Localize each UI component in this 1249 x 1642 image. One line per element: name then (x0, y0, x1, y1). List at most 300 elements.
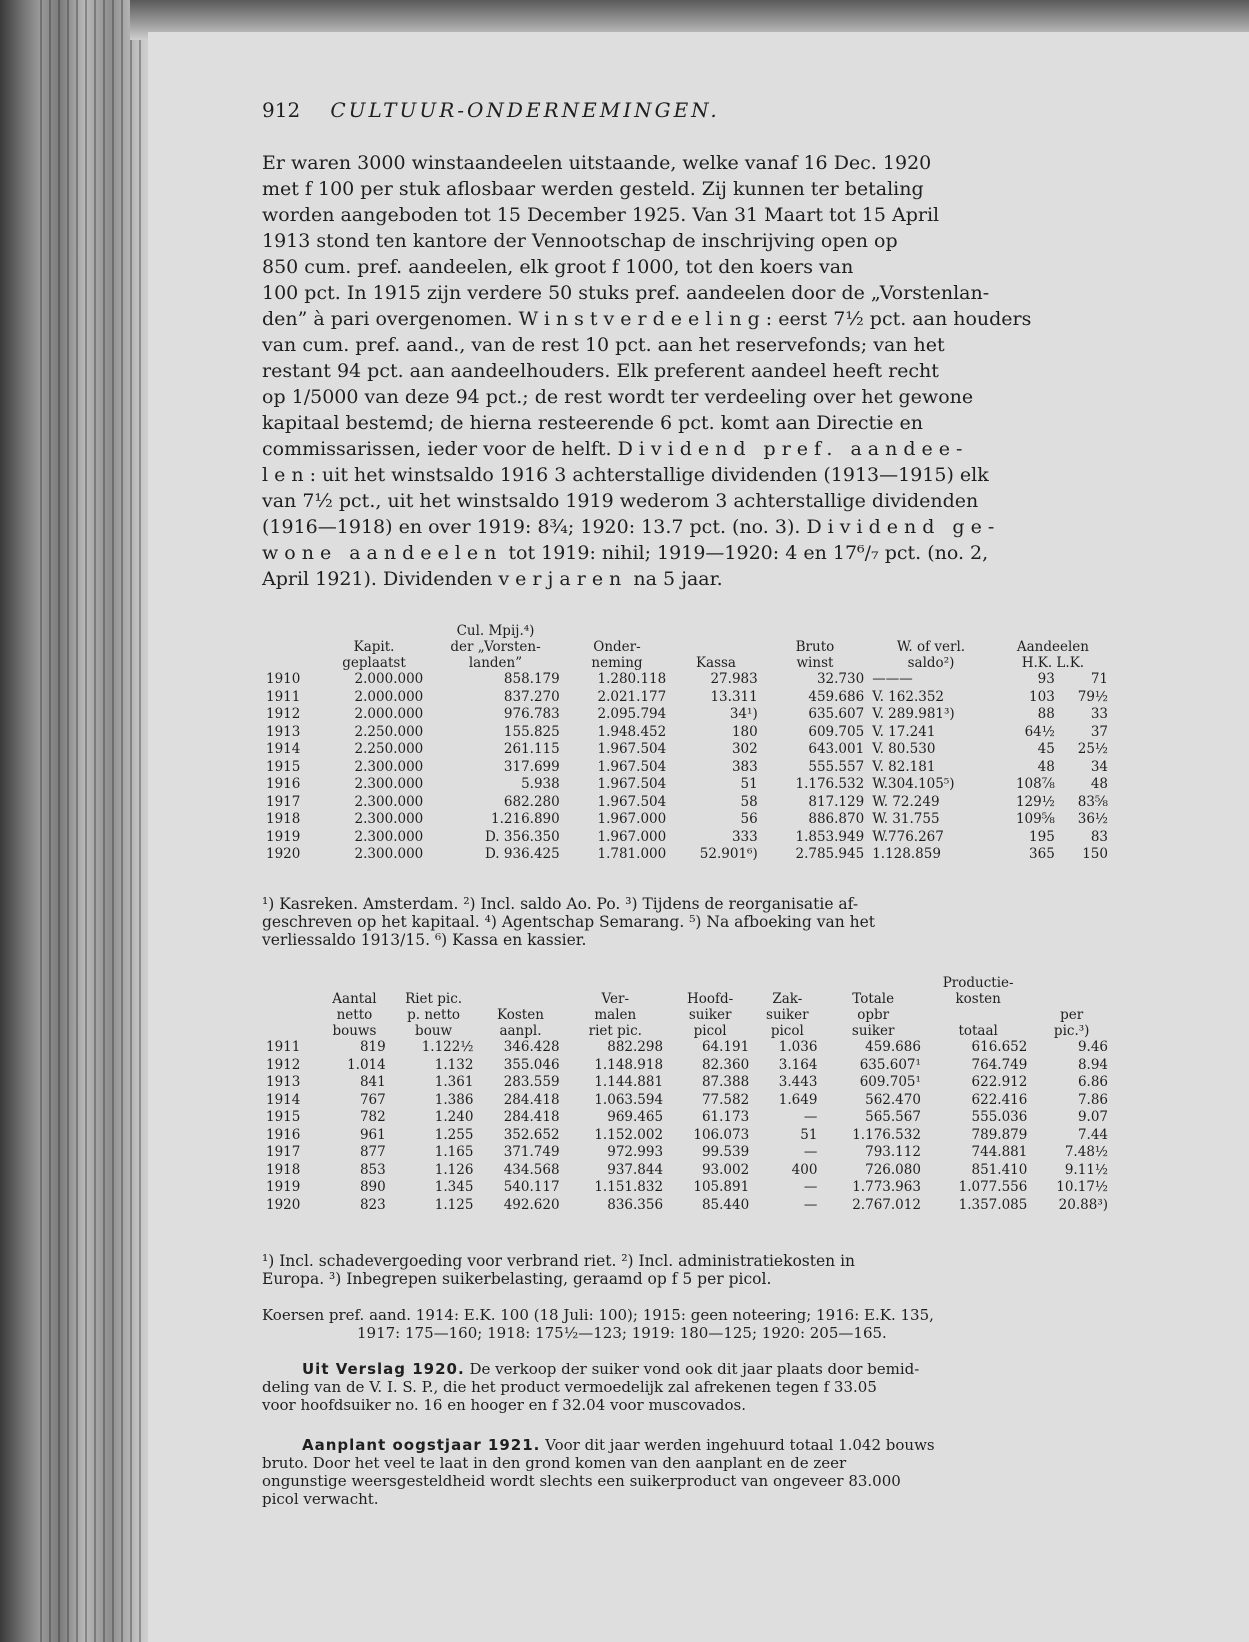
table-cell: 1.144.881 (594, 1074, 664, 1090)
table-cell: 317.699 (503, 758, 560, 775)
table-cell: 1.036 (778, 1039, 818, 1055)
table-cell: 48 (1037, 758, 1055, 775)
table-cell: 109⅝ (1015, 811, 1055, 827)
table-cell: 82.360 (701, 1056, 750, 1073)
table-cell: 1.357.085 (958, 1196, 1028, 1213)
table-cell: 88 (1037, 706, 1055, 722)
year-cell: 1910 (266, 671, 301, 687)
table-cell: 2.300.000 (354, 776, 424, 792)
header-cell: suiker (688, 1007, 732, 1023)
year-cell: 1918 (266, 811, 301, 827)
verslag-line: deling van de V. I. S. P., die het product vermoedelijk zal afrekenen tegen f 33.05 (262, 1378, 877, 1396)
header-row (262, 1007, 1112, 1023)
table-cell: W. 72.249 (872, 793, 940, 810)
table-cell: 5.938 (521, 776, 560, 792)
year-cell: 1912 (266, 1056, 301, 1073)
header-cell: totaal (958, 1023, 998, 1039)
dividend-gewone-label: Dividend ge- (806, 516, 1001, 538)
table-row (262, 811, 1112, 829)
verslag-line: voor hoofdsuiker no. 16 en hooger en f 32.04 voor muscovados. (262, 1396, 747, 1414)
table-cell: 492.620 (503, 1196, 560, 1213)
table-cell: 365 (1029, 846, 1055, 862)
table-cell: 2.300.000 (354, 793, 424, 810)
table-cell: 1.948.452 (597, 723, 667, 740)
table-cell: 836.356 (607, 1196, 664, 1213)
table-cell: 1.148.918 (594, 1056, 664, 1073)
table-cell: 1.280.118 (597, 671, 667, 687)
paragraph-line (262, 540, 1031, 566)
paragraph-text: na 5 jaar. (627, 568, 723, 590)
table-cell: 682.280 (503, 793, 560, 810)
table-cell: 616.652 (971, 1039, 1028, 1055)
header-cell: aanpl. (499, 1023, 542, 1039)
table-cell: 459.686 (865, 1039, 921, 1055)
header-cell: netto (336, 1007, 373, 1023)
table-cell: 283.559 (503, 1074, 560, 1090)
table-cell: 1.967.504 (597, 741, 667, 757)
header-row (262, 639, 1112, 655)
header-cell (477, 991, 563, 1007)
table-cell: 20.88³) (1058, 1196, 1108, 1213)
table-cell: 352.652 (503, 1126, 560, 1143)
table-cell: 609.705¹ (859, 1074, 921, 1090)
header-cell (1031, 991, 1112, 1007)
table-cell: 400 (791, 1161, 818, 1178)
year-cell: 1911 (266, 688, 301, 705)
header-cell-year (262, 639, 321, 655)
year-cell: 1914 (266, 741, 301, 757)
header-cell: pic.³) (1053, 1023, 1090, 1039)
table-cell: 1.125 (434, 1196, 474, 1213)
paragraph-line: worden aangeboden tot 15 December 1925. Van 31 Maart tot 15 April (262, 204, 940, 226)
table-cell: 1.781.000 (597, 846, 667, 862)
paragraph-line: 850 cum. pref. aandeelen, elk groot f 1000, tot den koers van (262, 256, 854, 278)
aanplant-heading: Aanplant oogstjaar 1921. (302, 1436, 541, 1454)
paragraph-line (262, 306, 1031, 332)
header-cell-year (262, 1007, 319, 1023)
header-cell-year (262, 623, 321, 639)
paragraph-line (262, 514, 1031, 540)
table-cell: 764.749 (971, 1056, 1028, 1073)
paragraph-line: restant 94 pct. aan aandeelhouders. Elk preferent aandeel heeft recht (262, 360, 939, 382)
aanplant-line: picol verwacht. (262, 1490, 379, 1508)
table-row (262, 794, 1112, 812)
header-cell (390, 975, 478, 991)
paragraph-text: : eerst 7½ pct. aan houders (765, 308, 1032, 330)
header-cell: bouws (332, 1023, 377, 1039)
header-cell: geplaatst (342, 655, 406, 671)
header-cell: Aantal (332, 991, 377, 1007)
table-cell: 2.250.000 (354, 723, 424, 740)
year-cell: 1920 (266, 846, 301, 862)
table-cell: 1.063.594 (594, 1091, 664, 1108)
table-cell: 27.983 (710, 671, 758, 687)
table-cell: W.304.105⁵) (872, 776, 955, 792)
verslag-heading: Uit Verslag 1920. (302, 1360, 465, 1378)
table-cell: 261.115 (503, 741, 560, 757)
header-cell: Zak- (772, 991, 803, 1007)
header-cell (477, 975, 563, 991)
header-cell: opbr (857, 1007, 890, 1023)
header-cell-year (262, 991, 319, 1007)
paragraph-line: 1913 stond ten kantore der Vennootschap de inschrijving open op (262, 230, 898, 252)
table-cell: 58 (740, 793, 758, 810)
year-cell: 1917 (266, 1144, 301, 1160)
header-cell (994, 623, 1112, 639)
aanplant-text: Voor dit jaar werden ingehuurd totaal 1.042 bouws (540, 1436, 935, 1454)
header-cell: suiker (766, 1007, 809, 1023)
table-cell: 105.891 (693, 1179, 750, 1195)
table-cell: 2.300.000 (354, 758, 424, 775)
table-cell: 961 (359, 1126, 386, 1143)
table-cell: 99.539 (701, 1144, 750, 1160)
table-cell: 540.117 (503, 1179, 560, 1195)
paragraph-text: (1916—1918) en over 1919: 8¾; 1920: 13.7 pct. (no. 3). (262, 516, 807, 538)
table-cell: V. 17.241 (872, 723, 936, 740)
header-cell (319, 975, 390, 991)
table-cell: 1.853.949 (795, 828, 865, 845)
table-cell: 823 (359, 1196, 386, 1213)
table-cell: 555.557 (808, 758, 865, 775)
table-cell: 52.901⁶) (699, 846, 758, 862)
table-cell: 34 (1090, 758, 1108, 775)
paragraph-line: op 1/5000 van deze 94 pct.; de rest wordt ter verdeeling over het gewone (262, 386, 974, 408)
intro-paragraph (262, 150, 1031, 592)
footnotes-production (262, 1252, 855, 1288)
table-cell: 10.17½ (1056, 1179, 1108, 1195)
header-cell: malen (594, 1007, 637, 1023)
paragraph-line: 100 pct. In 1915 zijn verdere 50 stuks pref. aandeelen door de „Vorstenlan- (262, 282, 990, 304)
verjaren-label: verjaren (498, 568, 628, 590)
table-cell: 103 (1029, 688, 1055, 705)
table-cell: 1.077.556 (958, 1179, 1028, 1195)
table-row (262, 1074, 1112, 1092)
header-row (262, 975, 1112, 991)
paragraph-line: kapitaal bestemd; de hierna resteerende 6 pct. komt aan Directie en (262, 412, 924, 434)
header-cell: riet pic. (588, 1023, 642, 1039)
header-cell: bouw (415, 1023, 453, 1039)
table-cell: 3.443 (778, 1074, 818, 1090)
table-cell: 77.582 (701, 1091, 750, 1108)
table-row (262, 1197, 1112, 1215)
table-cell: 1.128.859 (872, 846, 941, 862)
table-cell: 51 (740, 776, 758, 792)
table-cell: 434.568 (503, 1161, 560, 1178)
year-cell: 1917 (266, 793, 301, 810)
table-cell: 643.001 (808, 741, 865, 757)
table-cell: 1.967.000 (597, 811, 667, 827)
year-cell: 1916 (266, 776, 301, 792)
header-cell (670, 639, 762, 655)
footnote-line: ¹) Incl. schadevergoeding voor verbrand riet. ²) Incl. administratiekosten in (262, 1252, 856, 1270)
table-cell: 32.730 (816, 671, 865, 687)
header-cell: picol (693, 1023, 727, 1039)
table-cell: 83 (1090, 828, 1108, 845)
table-cell: — (803, 1109, 818, 1125)
header-cell: Kassa (695, 655, 736, 671)
verslag-section (262, 1360, 919, 1414)
header-cell (821, 975, 925, 991)
table-cell: 565.567 (865, 1109, 921, 1125)
table-row (262, 776, 1112, 794)
table-row (262, 689, 1112, 707)
table-cell: 8.94 (1077, 1056, 1108, 1073)
table-cell: 284.418 (503, 1091, 560, 1108)
header-row (262, 1023, 1112, 1039)
table-cell: 6.86 (1077, 1074, 1108, 1090)
table-cell: 79½ (1077, 688, 1108, 705)
table-row (262, 1179, 1112, 1197)
table-cell: 284.418 (503, 1109, 560, 1125)
table-cell: 726.080 (865, 1161, 921, 1178)
table-cell: 886.870 (808, 811, 865, 827)
table-cell: 555.036 (971, 1109, 1028, 1125)
production-table-body (262, 1039, 1112, 1214)
paragraph-text: April 1921). Dividenden (262, 568, 499, 590)
table-cell: D. 356.350 (484, 828, 560, 845)
header-cell (753, 975, 821, 991)
header-cell: Totale (852, 991, 895, 1007)
footnote-line: Europa. ³) Inbegrepen suikerbelasting, geraamd op f 5 per picol. (262, 1270, 772, 1288)
paragraph-line (262, 462, 1031, 488)
year-cell: 1919 (266, 828, 301, 845)
paragraph-text: : uit het winstsaldo 1916 3 achterstallige dividenden (1913—1915) elk (309, 464, 989, 486)
footnote-line: geschreven op het kapitaal. ⁴) Agentschap Semarang. ⁵) Na afboeking van het (262, 913, 875, 931)
header-cell-year (262, 1023, 319, 1039)
table-cell: 841 (359, 1074, 386, 1090)
table-cell: — (803, 1196, 818, 1213)
footnotes-financial (262, 895, 875, 949)
header-cell (321, 623, 427, 639)
table-cell: 37 (1090, 723, 1108, 740)
header-cell: landen” (468, 655, 523, 671)
table-cell: 180 (731, 723, 758, 740)
table-cell: 1.967.504 (597, 776, 667, 792)
table-cell: 882.298 (607, 1039, 664, 1055)
header-cell (564, 623, 670, 639)
financial-table-body (262, 671, 1112, 864)
winstverdeeling-label: Winstverdeeling (518, 308, 766, 330)
table-cell: 782 (359, 1109, 386, 1125)
table-cell: 129½ (1015, 793, 1055, 810)
table-cell: 1.255 (434, 1126, 474, 1143)
table-cell: 2.785.945 (795, 846, 865, 862)
header-cell (564, 975, 668, 991)
table-row (262, 846, 1112, 864)
table-cell: 7.86 (1077, 1091, 1108, 1108)
year-cell: 1920 (266, 1196, 301, 1213)
table-cell: V. 80.530 (872, 741, 936, 757)
table-cell: 45 (1037, 741, 1055, 757)
table-cell: 1.361 (434, 1074, 474, 1090)
table-cell: 1.967.000 (597, 828, 667, 845)
koersen-line: Koersen pref. aand. 1914: E.K. 100 (18 Juli: 100); 1915: geen noteering; 1916: E.K. 135, (262, 1306, 934, 1324)
year-cell: 1915 (266, 1109, 301, 1125)
table-cell: 1.165 (434, 1144, 474, 1160)
table-cell: 9.46 (1077, 1039, 1108, 1055)
table-cell: — (803, 1179, 818, 1195)
footnote-line: ¹) Kasreken. Amsterdam. ²) Incl. saldo Ao. Po. ³) Tijdens de reorganisatie af- (262, 895, 859, 913)
table-cell: 2.000.000 (354, 706, 424, 722)
header-row (262, 991, 1112, 1007)
paragraph-text: tot 1919: nihil; 1919—1920: 4 en 17⁶/₇ pct. (no. 2, (502, 542, 989, 564)
year-cell: 1911 (266, 1039, 301, 1055)
table-cell: 622.416 (971, 1091, 1028, 1108)
table-cell: V. 162.352 (872, 688, 945, 705)
table-cell: 36½ (1077, 811, 1108, 827)
header-cell-year (262, 975, 319, 991)
header-cell (925, 1007, 1031, 1023)
table-cell: 635.607¹ (859, 1056, 921, 1073)
table-cell: 877 (359, 1144, 386, 1160)
table-cell: 972.993 (607, 1144, 664, 1160)
table-cell: 793.112 (865, 1144, 921, 1160)
header-cell: H.K. L.K. (1021, 655, 1085, 671)
table-cell: 1.122½ (421, 1039, 474, 1055)
header-cell: neming (591, 655, 643, 671)
table-cell: 851.410 (971, 1161, 1028, 1178)
table-cell: 106.073 (693, 1126, 750, 1143)
table-cell: 2.300.000 (354, 846, 424, 862)
table-cell: 819 (359, 1039, 386, 1055)
dividend-pref-label: Dividend pref. aandee- (617, 438, 969, 460)
page-edges (40, 0, 150, 1642)
header-cell (1031, 975, 1112, 991)
table-cell: 609.705 (808, 723, 865, 740)
header-cell: Hoofd- (687, 991, 734, 1007)
table-cell: 1.151.832 (594, 1179, 664, 1195)
paragraph-text: den” à pari overgenomen. (262, 308, 519, 330)
table-cell: V. 289.981³) (872, 706, 955, 722)
header-cell-year (262, 655, 321, 671)
paragraph-text: commissarissen, ieder voor de helft. (262, 438, 618, 460)
table-cell: 744.881 (971, 1144, 1028, 1160)
header-cell: Riet pic. (405, 991, 463, 1007)
header-cell: p. netto (407, 1007, 461, 1023)
table-cell: 9.07 (1077, 1109, 1108, 1125)
header-cell: Ver- (601, 991, 630, 1007)
header-cell: der „Vorsten- (450, 639, 541, 655)
table-cell: 635.607 (808, 706, 865, 722)
header-cell: Productie- (942, 975, 1014, 991)
paragraph-line: Er waren 3000 winstaandeelen uitstaande, welke vanaf 16 Dec. 1920 (262, 152, 932, 174)
table-cell: 2.300.000 (354, 828, 424, 845)
table-cell: 2.095.794 (597, 706, 667, 722)
table-cell: 7.44 (1077, 1126, 1108, 1143)
header-cell (670, 623, 762, 639)
header-cell: W. of verl. (896, 639, 966, 655)
financial-table (262, 623, 1112, 864)
production-table-header (262, 975, 1112, 1039)
table-cell: 25½ (1077, 741, 1108, 757)
table-row (262, 1092, 1112, 1110)
table-cell: 61.173 (701, 1109, 750, 1125)
year-cell: 1915 (266, 758, 301, 775)
table-cell: 108⅞ (1015, 776, 1055, 792)
table-cell: ——— (872, 671, 913, 687)
header-cell: Kosten (497, 1007, 544, 1023)
aanplant-line: ongunstige weersgesteldheid wordt slechts een suikerproduct van ongeveer 83.000 (262, 1472, 901, 1490)
year-cell: 1919 (266, 1179, 301, 1195)
year-cell: 1913 (266, 723, 301, 740)
table-cell: 371.749 (503, 1144, 560, 1160)
table-cell: 969.465 (607, 1109, 664, 1125)
table-cell: 976.783 (503, 706, 560, 722)
table-cell: 48 (1090, 776, 1108, 792)
header-cell: Bruto (795, 639, 835, 655)
table-cell: 93 (1037, 671, 1055, 687)
header-row (262, 623, 1112, 639)
table-cell: 87.388 (701, 1074, 750, 1090)
table-row (262, 671, 1112, 689)
table-cell: 1.216.890 (491, 811, 560, 827)
header-cell: Onder- (593, 639, 641, 655)
table-cell: W.776.267 (872, 828, 944, 845)
page-header (262, 98, 720, 122)
table-row (262, 1039, 1112, 1057)
table-cell: 33 (1090, 706, 1108, 722)
table-cell: 1.152.002 (594, 1126, 664, 1143)
table-cell: 890 (359, 1179, 386, 1195)
table-row (262, 829, 1112, 847)
table-cell: 937.844 (607, 1161, 664, 1178)
header-cell: saldo²) (907, 655, 955, 671)
table-cell: 1.967.504 (597, 758, 667, 775)
table-cell: 1.176.532 (795, 776, 865, 792)
table-cell: 383 (731, 758, 758, 775)
table-cell: 562.470 (865, 1091, 921, 1108)
header-cell: suiker (851, 1023, 895, 1039)
year-cell: 1912 (266, 706, 301, 722)
koersen-line: 1917: 175—160; 1918: 175½—123; 1919: 180—125; 1920: 205—165. (357, 1324, 887, 1342)
table-cell: 195 (1029, 828, 1055, 845)
table-cell: 150 (1082, 846, 1108, 862)
header-cell (667, 975, 753, 991)
table-row (262, 724, 1112, 742)
table-cell: 2.250.000 (354, 741, 424, 757)
table-row (262, 759, 1112, 777)
table-cell: 85.440 (701, 1196, 750, 1213)
financial-table-header (262, 623, 1112, 671)
table-cell: 459.686 (808, 688, 865, 705)
table-cell: 93.002 (701, 1161, 750, 1178)
verslag-line (262, 1360, 919, 1378)
table-cell: 7.48½ (1064, 1144, 1108, 1160)
table-cell: 789.879 (971, 1126, 1028, 1143)
header-cell (762, 623, 868, 639)
header-cell (868, 623, 994, 639)
aanplant-section (262, 1436, 935, 1508)
page-title: CULTUUR-ONDERNEMINGEN. (330, 98, 720, 122)
verslag-text: De verkoop der suiker vond ook dit jaar plaats door bemid- (464, 1360, 920, 1378)
table-cell: — (803, 1144, 818, 1160)
table-cell: 34¹) (729, 706, 758, 722)
header-cell: picol (770, 1023, 804, 1039)
table-cell: 1.132 (434, 1056, 474, 1073)
table-cell: 13.311 (710, 688, 758, 705)
table-row (262, 1109, 1112, 1127)
table-cell: 1.240 (434, 1109, 474, 1125)
table-cell: 837.270 (503, 688, 560, 705)
table-row (262, 1057, 1112, 1075)
dividend-gewone-label-cont: wone aandeelen (262, 542, 503, 564)
paragraph-line (262, 566, 1031, 592)
aanplant-line: bruto. Door het veel te laat in den grond komen van den aanplant en de zeer (262, 1454, 847, 1472)
table-cell: 1.176.532 (852, 1126, 921, 1143)
table-cell: 858.179 (503, 671, 560, 687)
table-cell: 1.126 (434, 1161, 474, 1178)
table-row (262, 1127, 1112, 1145)
